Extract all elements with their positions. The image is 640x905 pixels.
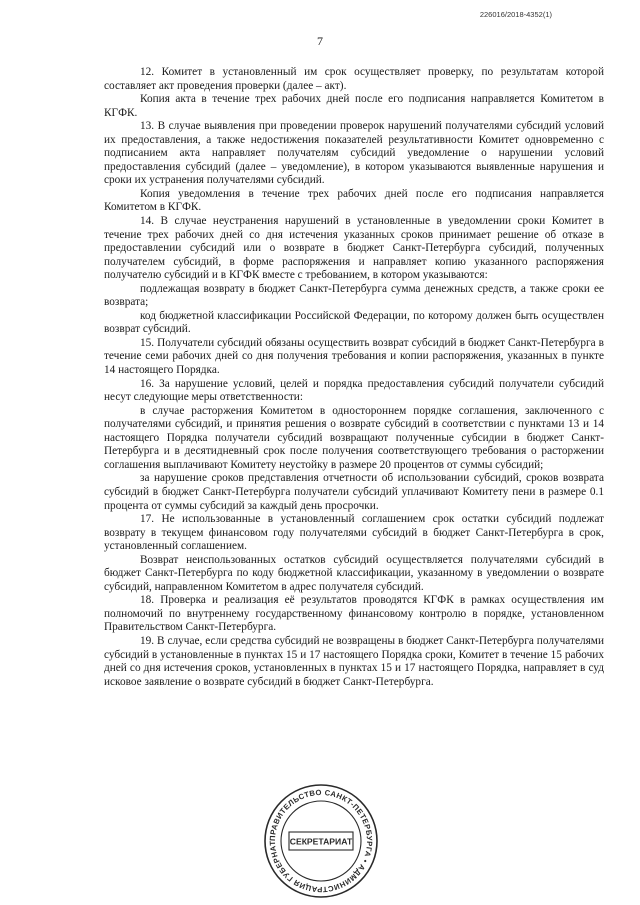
paragraph-19: 19. В случае, если средства субсидий не возвращены в бюджет Санкт-Петербурга получателями субсидий в установленные в пунктах 15 и 17 настоящего Порядка сроки, Комитет в течение 15 рабочих дней со дня истечения сроков, установленных в пунктах 15 и 17 настоящего Порядка, направляет в суд исковое заявление о возврате субсидий в бюджет Санкт-Петербурга.: [104, 634, 604, 688]
secretariat-stamp: [262, 782, 380, 900]
paragraph-13: 13. В случае выявления при проведении проверок нарушений получателями субсидий условий их предоставления, а также недостижения показателей результативности Комитет одновременно с подписанием акта направляет получателям субсидий уведомление о нарушении условий предоставления субсидий (далее – уведомление), в котором указываются выявленные нарушения и сроки их устранения получателями субсидий.: [104, 120, 604, 187]
stamp-center-text: СЕКРЕТАРИАТ: [289, 836, 353, 847]
stamp-ring-text: ПРАВИТЕЛЬСТВО САНКТ-ПЕТЕРБУРГА • АДМИНИСТРАЦИЯ ГУБЕРНАТ: [267, 787, 375, 895]
document-body: [104, 66, 604, 689]
paragraph-15: 15. Получатели субсидий обязаны осуществить возврат субсидий в бюджет Санкт-Петербурга в течение семи рабочих дней со дня получения требования и копии распоряжения, указанных в пункте 14 настоящего Порядка.: [104, 336, 604, 377]
document-number: 226016/2018-4352(1): [479, 10, 552, 19]
paragraph-16-item-termination: в случае расторжения Комитетом в одностороннем порядке соглашения, заключенного с получателями субсидий, и принятия решения о возврате субсидий в соответствии с пунктами 13 и 14 настоящего Порядка получатели субсидий возвращают полученные субсидии в бюджет Санкт-Петербурга и в десятидневный срок после получения соответствующего требования о расторжении соглашения выплачивают Комитету неустойку в размере 20 процентов от суммы субсидий;: [104, 404, 604, 471]
paragraph-16-item-penalty: за нарушение сроков представления отчетности об использовании субсидий, сроков возврата субсидий в бюджет Санкт-Петербурга получатели субсидий уплачивают Комитету пени в размере 0.1 процента от суммы субсидий за каждый день просрочки.: [104, 472, 604, 512]
page-number: 7: [317, 34, 323, 48]
paragraph-12: 12. Комитет в установленный им срок осуществляет проверку, по результатам которой составляет акт проведения проверки (далее – акт).: [104, 66, 604, 92]
paragraph-17: 17. Не использованные в установленный соглашением срок остатки субсидий подлежат возврату в текущем финансовом году получателями субсидий в бюджет Санкт-Петербурга в срок, установленный соглашением.: [104, 513, 604, 553]
stamp-seal-icon: [262, 782, 380, 900]
paragraph-13-copy: Копия уведомления в течение трех рабочих дней после его подписания направляется Комитетом в КГФК.: [104, 187, 604, 214]
paragraph-14: 14. В случае неустранения нарушений в установленные в уведомлении сроки Комитет в течение трех рабочих дней со дня истечения указанных сроков принимает решение об отказе в предоставлении субсидий или о возврате в бюджет Санкт-Петербурга субсидий, полученных получателем субсидий, в форме распоряжения и направляет копию указанного распоряжения получателю субсидий и в КГФК вместе с требованием, в котором указываются:: [104, 215, 604, 282]
paragraph-18: 18. Проверка и реализация её результатов проводятся КГФК в рамках осуществления им полномочий по внутреннему государственному финансовому контролю в порядке, установленном Правительством Санкт-Петербурга.: [104, 594, 604, 634]
paragraph-17-return: Возврат неиспользованных остатков субсидий осуществляется получателями субсидий в бюджет Санкт-Петербурга по коду бюджетной классификации, указанному в уведомлении о возврате субсидий, направленном Комитетом в адрес получателя субсидий.: [104, 553, 604, 593]
paragraph-16: 16. За нарушение условий, целей и порядка предоставления субсидий получатели субсидий несут следующие меры ответственности:: [104, 377, 604, 404]
paragraph-12-copy: Копия акта в течение трех рабочих дней после его подписания направляется Комитетом в КГФК.: [104, 93, 604, 119]
paragraph-14-item-code: код бюджетной классификации Российской Федерации, по которому должен быть осуществлен возврат субсидий.: [104, 309, 604, 336]
paragraph-14-item-amount: подлежащая возврату в бюджет Санкт-Петербурга сумма денежных средств, а также сроки ее возврата;: [104, 282, 604, 309]
